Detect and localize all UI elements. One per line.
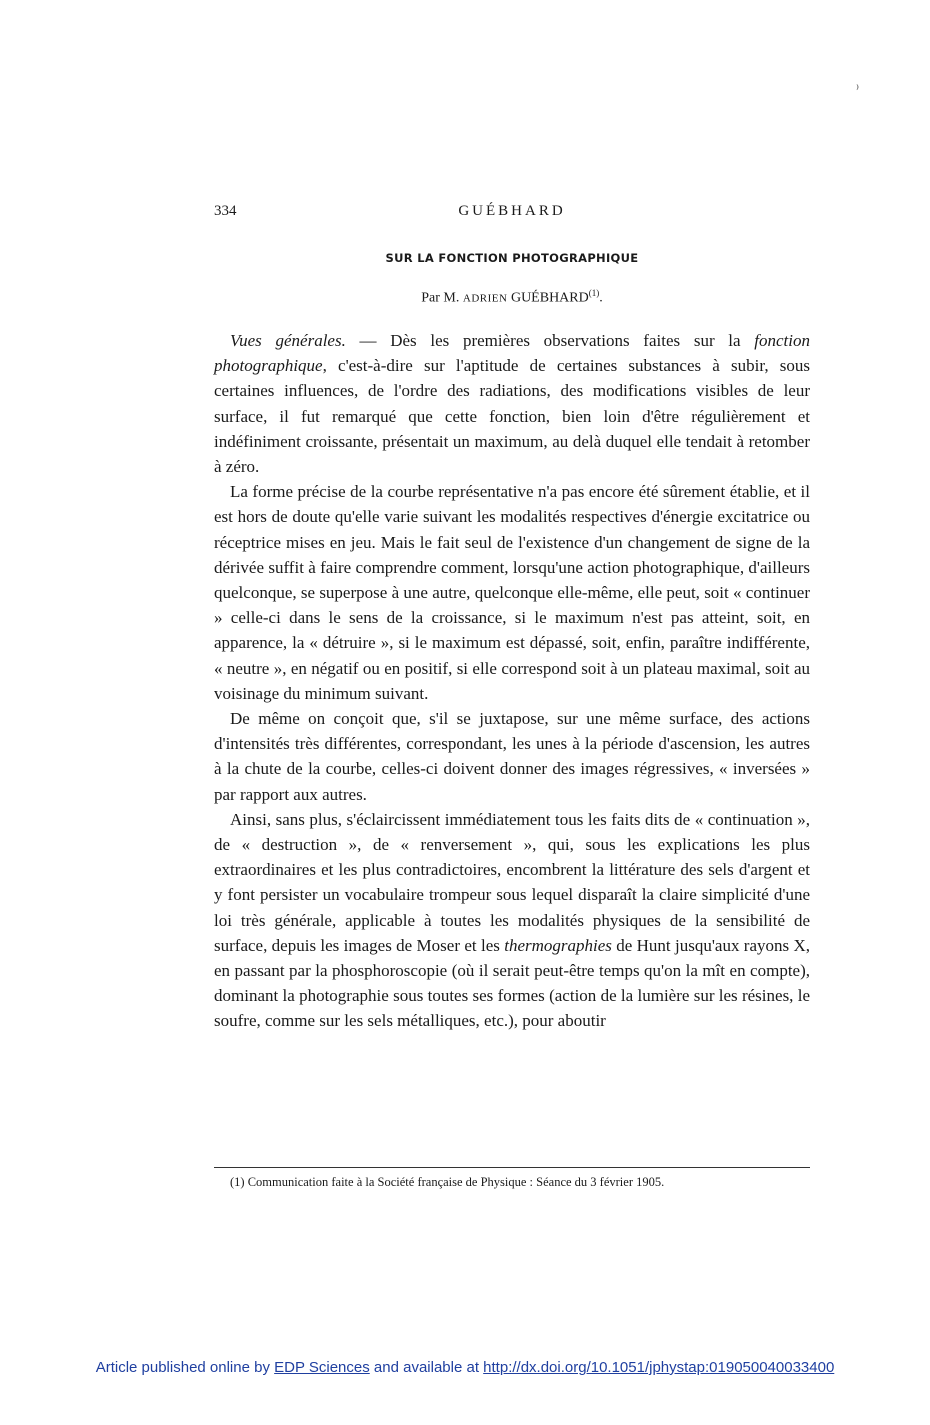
byline-end: . [599,290,603,306]
article-body [214,328,810,1034]
article-title: SUR LA FONCTION PHOTOGRAPHIQUE [385,251,639,265]
paragraph-text: de Hunt jusqu'aux rayons X, en passant par la phosphoroscopie (où il serait peut-être temps qu'on la mît en compte), dominant la photographie sous toutes ses formes (action de la lumière sur les résines, le soufre, comme sur les sels métalliques, etc.), pour aboutir [214,935,810,1031]
byline-prefix: Par M. [421,290,460,306]
footnote-marker: (1) [230,1175,245,1189]
italic-term: fonction photographique [214,331,810,376]
footnote-divider [214,1167,810,1168]
running-head: GUÉBHARD [458,203,566,219]
footnote-text: Communication faite à la Société française de Physique : Séance du 3 février 1905. [244,1175,665,1189]
author-first-name: ADRIEN [462,292,508,305]
byline [214,288,810,307]
scan-mark: ⁾ [856,82,859,96]
italic-term: thermographies [504,935,612,955]
banner-middle: and available at [369,1359,484,1376]
author-last-name: GUÉBHARD [510,290,589,306]
banner-prefix: Article published online by [95,1359,275,1376]
paragraph-2: La forme précise de la courbe représentative n'a pas encore été sûrement établie, et il est hors de doute qu'elle varie suivant les modalités respectives d'énergie excitatrice ou réceptrice mises en jeu. Mais le fait seul de l'existence d'un changement de signe de la dérivée suffit à faire comprendre comment, lorsqu'une action photographique, d'ailleurs quelconque, se superpose à une autre, quelconque elle-même, elle peut, soit « continuer » celle-ci dans le sens de la croissance, si le maximum n'est pas atteint, soit, en apparence, la « détruire », si le maximum est dépassé, soit, enfin, paraître indifférente, « neutre », en négatif ou en positif, si elle correspond soit à un plateau maximal, soit au voisinage du minimum suivant. [214,482,810,703]
publication-banner [0,1359,930,1376]
page-header [214,203,810,227]
paragraph-text: , c'est-à-dire sur l'aptitude de certaines substances à subir, sous certaines influences, de l'ordre des radiations, des modifications visibles de leur surface, il fut remarqué que cette fonction, bien loin d'être régulièrement et indéfiniment croissante, présentait un maximum, au delà duquel elle tendait à retomber à zéro. [214,356,810,477]
paragraph-text: — Dès les premières observations faites sur la [345,331,755,350]
paragraph-1 [214,328,810,479]
doi-link[interactable]: http://dx.doi.org/10.1051/jphystap:019050040033400 [483,1359,835,1376]
publisher-link[interactable]: EDP Sciences [274,1359,370,1376]
section-lead: Vues générales. [230,331,346,350]
footnote-reference: (1) [588,288,600,298]
page-number: 334 [214,203,237,219]
paragraph-4 [214,807,810,1034]
paragraph-text: Ainsi, sans plus, s'éclaircissent immédiatement tous les faits dits de « continuation », de « destruction », de « renversement », qui, sous les explications les plus extraordinaires et les plus contradictoires, encombrent la littérature des sels d'argent et y font persister un vocabulaire trompeur sous lequel disparaît la claire simplicité d'une loi très générale, applicable à toutes les modalités physiques de la sensibilité de surface, depuis les images de Moser et les [214,809,810,955]
paragraph-3: De même on conçoit que, s'il se juxtapose, sur une même surface, des actions d'intensités très différentes, correspondant, les unes à la période d'ascension, les autres à la chute de la courbe, celles-ci doivent donner des images régressives, « inversées » par rapport aux autres. [214,709,810,804]
footnote [214,1173,810,1191]
